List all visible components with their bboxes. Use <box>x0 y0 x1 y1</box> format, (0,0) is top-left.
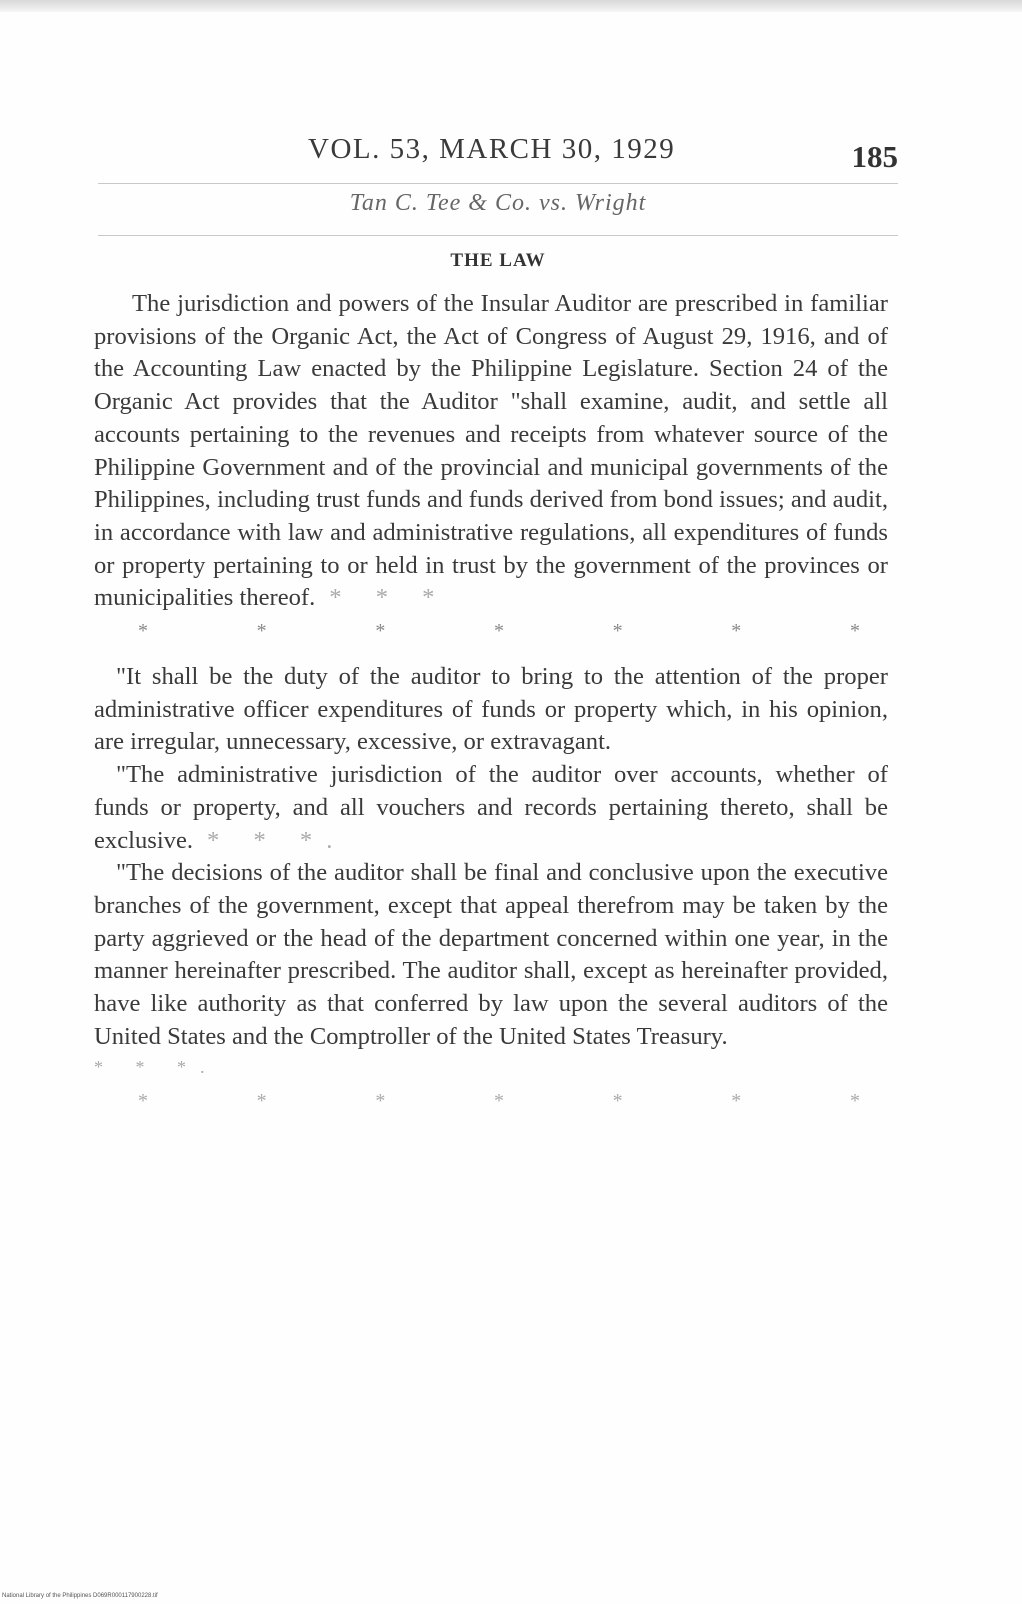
paragraph-1-ellipsis: * * * <box>329 584 449 612</box>
running-head <box>98 133 898 177</box>
asterisk: * <box>849 620 860 643</box>
paragraph-1 <box>94 288 888 615</box>
asterisk: * <box>138 1090 148 1113</box>
asterisk: * <box>731 620 742 643</box>
asterisk: * <box>493 620 504 643</box>
body-text <box>94 288 888 1131</box>
case-title: Tan C. Tee & Co. vs. Wright <box>349 190 647 216</box>
paragraph-2: "It shall be the duty of the auditor to bring to the attention of the proper administrative officer expenditures of funds or property which, in his opinion, are irregular, unnecessary, excessive, or extravagant. <box>94 663 888 756</box>
scan-imprint: National Library of the Philippines D069R000117900228.tif <box>2 1593 158 1599</box>
asterisk: * <box>612 1090 623 1113</box>
paragraph-3 <box>94 759 888 857</box>
paragraph-4: "The decisions of the auditor shall be final and conclusive upon the executive branches of the government, except that appeal therefrom may be taken by the party aggrieved or the head of the department concerned within one year, in the manner hereinafter prescribed. The auditor shall, except as hereinafter provided, have like authority as that conferred by law upon the several auditors of the United States and the Comptroller of the United States Treasury. <box>94 859 888 1050</box>
section-heading: THE LAW <box>450 250 546 271</box>
asterisk: * <box>731 1090 742 1113</box>
asterisk: * <box>849 1090 860 1113</box>
page-top-edge <box>0 0 1022 12</box>
running-head-title: VOL. 53, MARCH 30, 1929 <box>308 133 676 165</box>
paragraph-3-text: "The administrative jurisdiction of the auditor over accounts, whether of funds or property, and all vouchers and records pertaining thereto, shall be exclusive. <box>94 761 888 854</box>
asterisk: * <box>138 620 148 643</box>
asterisk: * <box>256 620 267 643</box>
asterisk: * <box>256 1090 267 1113</box>
paragraph-1-text: The jurisdiction and powers of the Insular Auditor are prescribed in familiar provisions of the Organic Act, the Act of Congress of August 29, 1916, and of the Accounting Law enacted by the Philippine Legislature. Section 24 of the Organic Act provides that the Auditor "shall examine, audit, and settle all accounts pertaining to the revenues and receipts from whatever source of the Philippine Government and of the provincial and municipal governments of the Philippines, including trust funds and funds derived from bond issues; and audit, in accordance with law and administrative regulations, all expenditures of funds or property pertaining to or held in trust by the government of the provinces or municipalities thereof. <box>94 290 888 612</box>
asterisk-separator <box>94 1085 888 1117</box>
asterisk: * <box>493 1090 504 1113</box>
asterisk-separator <box>94 615 888 647</box>
header-divider <box>98 183 898 184</box>
asterisk: * <box>612 620 623 643</box>
asterisk: * <box>375 1090 386 1113</box>
paragraph-4-ellipsis: * * *. <box>94 1057 219 1078</box>
asterisk: * <box>375 620 386 643</box>
case-title-divider <box>98 235 898 236</box>
paragraph-3-ellipsis: * * *. <box>207 826 347 854</box>
page-number: 185 <box>851 139 898 174</box>
